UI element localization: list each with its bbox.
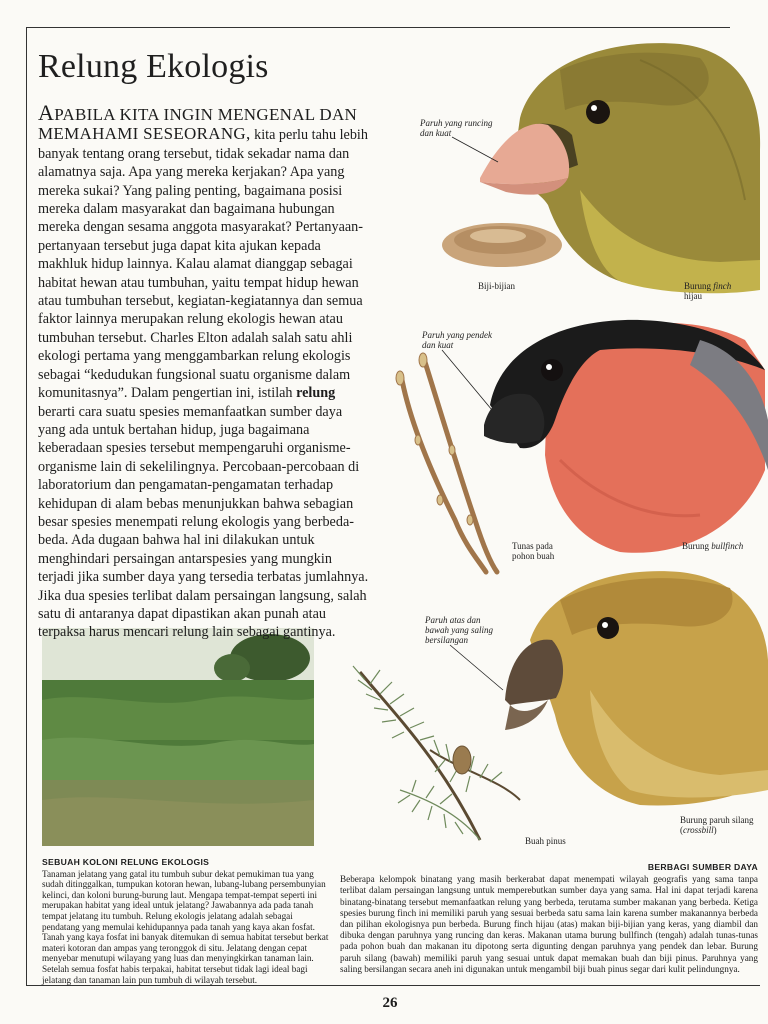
label-buds: Tunas pada pohon buah (512, 541, 555, 561)
label-beak-bullfinch: Paruh yang pendek dan kuat (422, 330, 492, 350)
label-greenfinch-c: hijau (684, 291, 702, 301)
label-seeds: Biji-bijian (478, 281, 515, 291)
caption-nettle-body: Tanaman jelatang yang gatal itu tumbuh subur dekat pemukiman tua yang sudah ditinggalkan, tumpukan kotoran hewan, lubang-lubang persembunyian kelinci, dan koloni burung-burung laut. Mengapa tempat-tempat seperti ini merupakan habitat yang ideal untuk jelatang? Jawabannya ada pada tanah tempat jelatang itu tumbuh. Relung ekologis jelatang adalah sebagai pendatang yang memulai kehidupannya pada tanah yang kaya akan fosfat. Tanah yang kaya fosfat ini banyak ditemukan di semua habitat tersebut berkat materi kotoran dan ampas yang teronggok di situ. Jelatang dengan cepat menyebar menutupi wilayang yang luas dan menyingkirkan tanaman lain. Setelah semua fosfat habis terpakai, habitat tersebut tidak lagi ideal bagi jelatang dan tanaman lain pun tumbuh di wilayah tersebut. (42, 868, 329, 985)
label-crossbill-b: crossbill (683, 825, 714, 835)
page-title: Relung Ekologis (38, 48, 269, 85)
caption-resources (340, 862, 758, 975)
twig-illustration (396, 353, 497, 572)
label-pine: Buah pinus (525, 836, 566, 846)
nettle-photo (42, 628, 314, 846)
intro-text-1: kita perlu tahu lebih banyak tentang orang tersebut, tidak sekadar nama dan alamatnya saja. Apa yang mereka kerjakan? Apa yang mereka sukai? Yang paling penting, bagaimana posisi mereka dalam masyarakat dan bagaimana hubungan mereka dengan sesama anggota masyarakat? Pertanyaan-pertanyaan tersebut juga dapat kita ajukan kepada makhluk hidup lainnya. Kalau alamat dianggap sebagai habitat hewan atau tumbuhan, yaitu tempat hidup hewan atau tumbuhan tersebut, kegiatan-kegiatannya dan semua faktor lainnya merupakan relung ekologis hewan atau tumbuhan tersebut. Charles Elton adalah salah satu ahli ekologi pertama yang menggambarkan relung ekologis sebagai “kedudukan fungsional suatu organisme dalam komunitasnya”. Dalam pengertian ini, istilah (38, 127, 368, 402)
page-number: 26 (382, 995, 398, 1011)
label-greenfinch (684, 281, 744, 301)
label-bullfinch-a: Burung (682, 541, 712, 551)
label-crossbill (680, 815, 760, 835)
label-bullfinch-b: bullfinch (711, 541, 744, 551)
seeds-illustration (442, 223, 562, 267)
caption-resources-body: Beberapa kelompok binatang yang masih berkerabat dapat menempati wilayah geografis yang sama tanpa terlibat dalam persaingan langsung untuk memperebutkan sumber daya yang sama. Hal ini dapat terjadi karena binatang-binatang tersebut memanfaatkan relung yang berbeda, terutama sumber makanan yang berbeda. Ketiga spesies burung finch ini memiliki paruh yang sesuai berbeda satu sama lain karena sumber makanannya berbeda dan pilihan ekologisnya pun berbeda. Burung finch hijau (atas) makan biji-bijian yang keras, yang diambil dan dibuka dengan paruhnya yang runcing dan keras. Makanan utama burung bullfinch (tengah) adalah tunas-tunas pada pohon buah dan makanan itu dipotong serta digunting dengan paruhnya yang pendek dan lebar. Burung paruh silang (bawah) memiliki paruh yang sesuai untuk dapat memakan buah dan biji pinus. Paruhnya yang saling bersilangan secara aneh ini digunakan untuk mengambil biji buah pinus segar dari kulit pelindungnya. (340, 874, 758, 974)
intro-lead-caps: PABILA KITA INGIN MENGENAL DAN MEMAHAMI SESEORANG, (38, 105, 358, 144)
intro-paragraph (38, 100, 370, 642)
label-crossbill-a: Burung paruh silang ( (680, 815, 754, 835)
pine-branch-illustration (353, 666, 520, 840)
label-beak-greenfinch: Paruh yang runcing dan kuat (420, 118, 493, 138)
label-crossbill-c: ) (713, 825, 717, 835)
intro-dropcap: A (38, 100, 55, 125)
caption-resources-title: BERBAGI SUMBER DAYA (647, 862, 758, 872)
label-greenfinch-a: Burung (684, 281, 714, 291)
intro-bold-term: relung (296, 385, 336, 402)
caption-nettle-title: SEBUAH KOLONI RELUNG EKOLOGIS (42, 857, 210, 867)
label-beak-crossbill: Paruh atas dan bawah yang saling bersilangan (425, 615, 494, 645)
label-greenfinch-b: finch (713, 281, 732, 291)
bullfinch-illustration (484, 320, 768, 553)
caption-nettle (42, 857, 332, 985)
intro-text-2: berarti cara suatu spesies memanfaatkan sumber daya yang ada untuk bertahan hidup, juga bagaimana keberadaan spesies tersebut mempengaruhi organisme-organisme lain di sekelilingnya. Percobaan-percobaan di laboratorium dan pengamatan-pengamatan terhadap kehidupan di alam bebas menunjukkan bahwa sebagian besar spesies menempati relung ekologis yang berbeda-beda. Ada dugaan bahwa hal ini dilakukan untuk menghindari persaingan antarspesies yang mungkin terjadi jika sumber daya yang tersedia terbatas jumlahnya. Jika dua spesies terlibat dalam persaingan langsung, salah satu di antaranya dapat dipastikan akan punah atau terpaksa harus mencari relung lain sebagai gantinya. (38, 403, 369, 641)
label-bullfinch (682, 541, 743, 551)
crossbill-illustration (505, 571, 768, 805)
